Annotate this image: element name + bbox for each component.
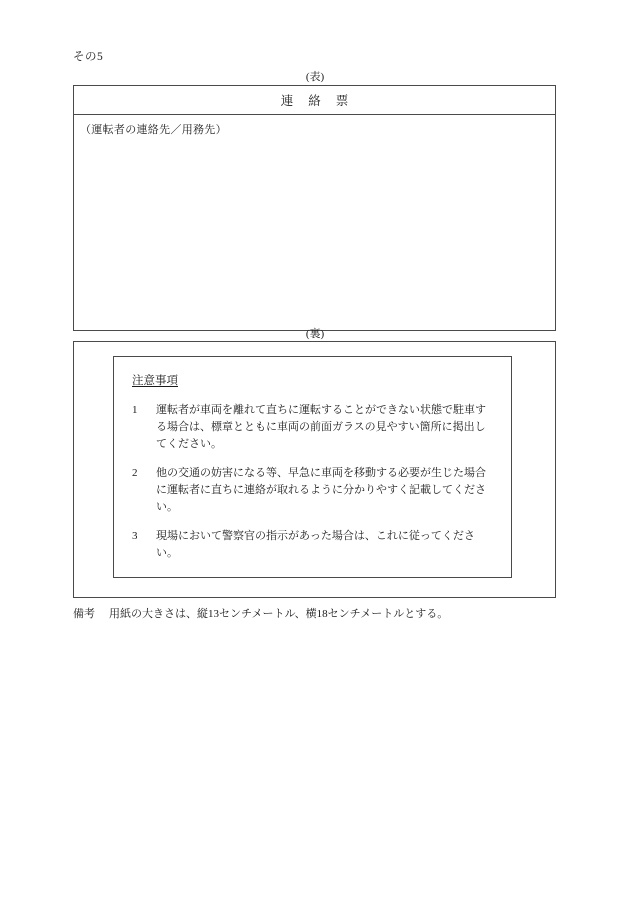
notes-box	[113, 356, 512, 578]
note-item	[132, 528, 495, 562]
note-number: 1	[132, 404, 138, 416]
note-number: 3	[132, 530, 138, 543]
back-card	[73, 341, 556, 598]
remark-label: 備考	[73, 608, 95, 620]
back-side-caption: (裏)	[305, 328, 325, 340]
front-card	[73, 85, 556, 331]
note-text: 他の交通の妨害になる等、早急に車両を移動する必要が生じた場合に運転者に直ちに連絡が取れるように分かりやすく記載してください。	[156, 467, 486, 514]
remark	[73, 605, 448, 621]
remark-text: 用紙の大きさは、縦13センチメートル、横18センチメートルとする。	[109, 608, 449, 620]
note-item	[132, 402, 495, 453]
document-label: その5	[73, 51, 104, 63]
front-side-caption: (表)	[305, 71, 325, 83]
note-number: 2	[132, 467, 138, 480]
note-text: 運転者が車両を離れて直ちに運転することができない状態で駐車する場合は、標章とともに車両の前面ガラスの見やすい箇所に掲出してください。	[156, 404, 486, 451]
front-card-subtitle: （運転者の連絡先／用務先）	[80, 124, 227, 136]
note-text: 現場において警察官の指示があった場合は、これに従ってください。	[156, 530, 475, 560]
front-card-title-row	[74, 86, 555, 115]
notes-title: 注意事項	[132, 375, 178, 387]
note-item	[132, 465, 495, 516]
front-card-title: 連絡票	[280, 94, 364, 108]
